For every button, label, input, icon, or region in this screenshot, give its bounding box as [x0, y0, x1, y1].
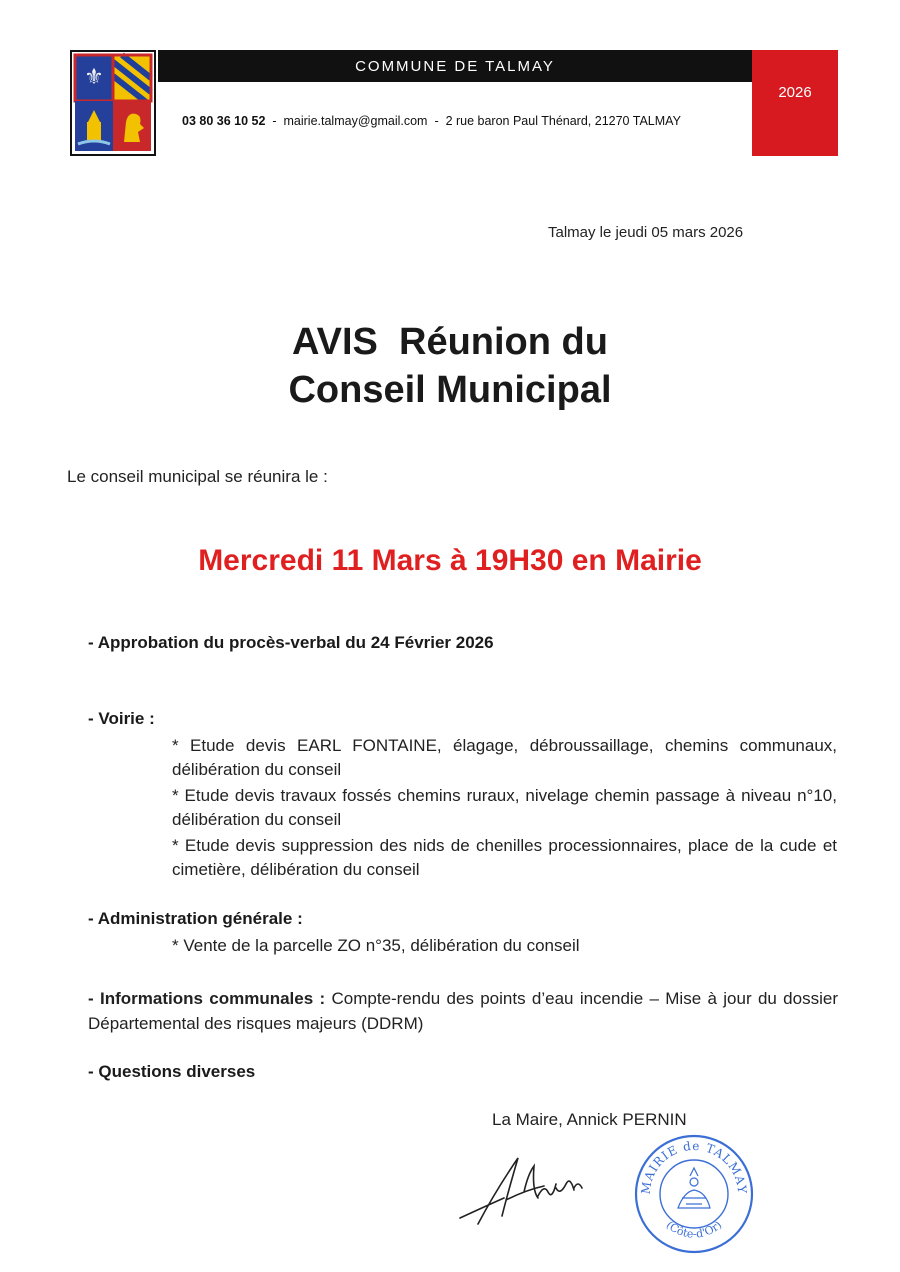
- svg-text:⚜: ⚜: [84, 65, 104, 90]
- commune-name: COMMUNE DE TALMAY: [355, 57, 555, 75]
- intro-text: Le conseil municipal se réunira le :: [67, 467, 328, 486]
- agenda-approval: - Approbation du procès-verbal du 24 Février 2026: [88, 633, 494, 652]
- agenda-roads-item: * Etude devis suppression des nids de chenilles processionnaires, place de la cude et cimetière, délibération du conseil: [172, 836, 837, 879]
- title-line-2: Conseil Municipal: [288, 369, 612, 411]
- agenda-info-heading: - Informations communales :: [88, 989, 326, 1008]
- contact-line: [182, 114, 681, 128]
- signatory-name: La Maire, Annick PERNIN: [492, 1110, 687, 1129]
- title-line-1: AVIS Réunion du: [292, 321, 608, 363]
- separator: -: [272, 114, 277, 128]
- agenda-info: [88, 986, 838, 1036]
- meeting-datetime: Mercredi 11 Mars à 19H30 en Mairie: [198, 544, 702, 577]
- agenda-roads-item: * Etude devis EARL FONTAINE, élagage, débroussaillage, chemins communaux, délibération du conseil: [172, 736, 837, 779]
- separator: -: [434, 114, 439, 128]
- agenda-roads-item: * Etude devis travaux fossés chemins ruraux, nivelage chemin passage à niveau n°10, délibération du conseil: [172, 786, 837, 829]
- header-bar: [158, 50, 752, 82]
- agenda-admin-heading: - Administration générale :: [88, 909, 303, 928]
- official-stamp: [632, 1132, 756, 1256]
- coat-of-arms-icon: [70, 50, 156, 156]
- page-title: [0, 318, 900, 414]
- agenda-roads-heading: - Voirie :: [88, 709, 155, 728]
- document-date: Talmay le jeudi 05 mars 2026: [548, 224, 744, 241]
- stamp-bottom-text: (Côte-d'Or): [663, 1218, 725, 1241]
- year-badge: [752, 50, 838, 156]
- agenda-info-text: Compte-rendu des points d’eau incendie – Mise à jour du dossier Départemental des risques majeurs (DDRM): [88, 989, 838, 1033]
- phone-number: 03 80 36 10 52: [182, 114, 266, 128]
- year-label: 2026: [778, 84, 812, 101]
- stamp-top-text: MAIRIE de TALMAY: [638, 1138, 750, 1195]
- email-address: mairie.talmay@gmail.com: [283, 114, 428, 128]
- postal-address: 2 rue baron Paul Thénard, 21270 TALMAY: [445, 114, 681, 128]
- handwritten-signature: [456, 1140, 596, 1230]
- agenda-admin-item: * Vente de la parcelle ZO n°35, délibération du conseil: [172, 936, 580, 955]
- agenda-misc: - Questions diverses: [88, 1062, 256, 1081]
